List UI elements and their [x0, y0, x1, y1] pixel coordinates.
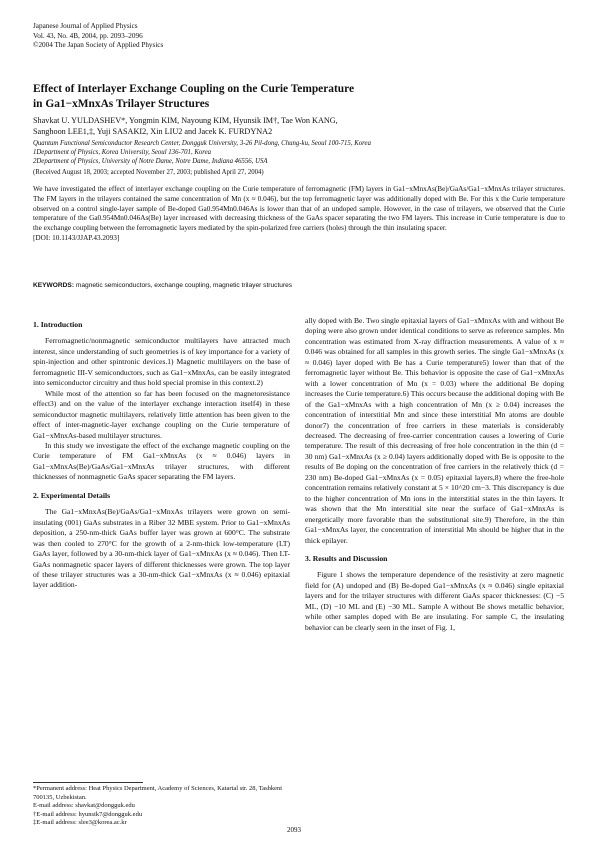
- page-number: 2093: [287, 826, 301, 834]
- author-list: [33, 115, 573, 137]
- affiliation-1: 1Department of Physics, Korea University, Seoul 136-701, Korea: [33, 149, 212, 157]
- keywords-text: magnetic semiconductors, exchange coupling, magnetic trilayer structures: [75, 282, 293, 289]
- keywords: [33, 281, 573, 290]
- journal-volume: Vol. 43, No. 4B, 2004, pp. 2093–2096: [33, 31, 143, 40]
- affiliation-2: 2Department of Physics, University of Notre Dame, Notre Dame, Indiana 46556, USA: [33, 158, 268, 166]
- journal-name: Japanese Journal of Applied Physics: [33, 22, 138, 30]
- doi-link[interactable]: [DOI: 10.1143/JJAP.43.2093]: [33, 233, 120, 242]
- paper-title: [33, 82, 573, 112]
- authors-line-1: Shavkat U. YULDASHEV*, Yongmin KIM, Nayoung KIM, Hyunsik IM†, Tae Won KANG,: [33, 116, 338, 125]
- keywords-label: KEYWORDS:: [33, 282, 75, 289]
- title-line-2: in Ga1−xMnxAs Trilayer Structures: [33, 98, 210, 110]
- abstract: [33, 185, 565, 244]
- footnote-divider: [33, 782, 143, 783]
- experimental-paragraph-2: ally doped with Be. Two single epitaxial layers of Ga1−xMnxAs with and without Be doping were also grown under identical conditions to serve as reference samples. Mn concentration was estimated from X-ray diffraction measurements. A value of x ≈ 0.046 was obtained for all samples in this growth series. The single Ga1−xMnxAs (x ≈ 0.046) layer doped with Be has a Curie temperature5) lower than that of the ferromagnetic layer without Be. This behavior is opposite the case of Ga1−xMnxAs with a lower concentration of Mn (x = 0.03) where the additional Be doping increases the Curie temperature.6) This occurs because the additional doping with Be of the Ga1−xMnxAs with a high concentration of Mn (x ≥ 0.04) increases the concentration of interstitial Mn and since these interstitial Mn atoms are double donor7) the concentration of free carriers in these materials is considerably decreased. The decreasing of free-carrier concentration causes a lowering of Curie temperature. The result of this decreasing of free hole concentration in the thin (d = 30 nm) Ga1−xMnxAs (x ≥ 0.04) layers additionally doped with Be is opposite to the results of Be doping on the concentration of free carriers in the relatively thick (d = 230 nm) Be-doped Ga1−xMnxAs (x = 0.05) epitaxial layers,8) where the free-hole concentration remains relatively constant at 5 × 10^20 cm−3. This discrepancy is due to the higher concentration of Mn ions in the interstitial states in the thin layers. It was shown that the Mn interstitial site near the surface of Ga1−xMnxAs is energetically more favorable than the substitutional site.9) Therefore, in the thin Ga1−xMnxAs layer, the concentration of interstitial Mn should be higher that in the thick epilayer.: [305, 316, 564, 545]
- intro-paragraph-3: In this study we investigate the effect of the exchange magnetic coupling on the Curie temperature of FM Ga1−xMnxAs (x ≈ 0.046) layers in Ga1−xMnxAs(Be)/GaAs/Ga1−xMnxAs trilayer structures, with different thicknesses of nonmagnetic GaAs spacer separating the FM layers.: [33, 440, 290, 482]
- received-dates: (Received August 18, 2003; accepted November 27, 2003; published April 27, 2004): [33, 169, 264, 176]
- results-paragraph-1: Figure 1 shows the temperature dependence of the resistivity at zero magnetic field for (A) undoped and (B) Be-doped Ga1−xMnxAs (x ≈ 0.046) single epitaxial layers and for the trilayer structures with different GaAs spacer thicknesses: (C) −5 ML, (D) −10 ML and (E) −30 ML. Sample A without Be shows metallic behavior, while other samples doped with Be are insulating. For sample C, the insulating behavior can be clearly seen in the inset of Fig. 1,: [305, 570, 564, 632]
- footnote-email-3: ‡E-mail address: slee3@korea.ac.kr: [33, 819, 127, 827]
- intro-paragraph-2: While most of the attention so far has been focused on the magnetoresistance effect3) and on the value of the interlayer exchange interaction itself4) in these semiconductor magnetic multilayers, relatively little attention has been given to the effect of inter-magnetic-layer exchange coupling on the Curie temperature of Ga1−xMnxAs-based multilayer structures.: [33, 388, 290, 440]
- footnote-permanent-address: *Permanent address: Heat Physics Department, Academy of Sciences, Katartal str. 28, Tashkent 700135, Uzbekistan.: [33, 785, 283, 801]
- section-heading-experimental: 2. Experimental Details: [33, 490, 111, 500]
- section-heading-results: 3. Results and Discussion: [305, 553, 388, 563]
- left-column: [33, 316, 290, 591]
- right-column: [305, 316, 564, 633]
- journal-header: [33, 22, 163, 51]
- authors-line-2: Sanghoon LEE1,‡, Yuji SASAKI2, Xin LIU2 and Jacek K. FURDYNA2: [33, 127, 273, 136]
- footnotes: [33, 785, 290, 828]
- title-line-1: Effect of Interlayer Exchange Coupling on the Curie Temperature: [33, 83, 355, 95]
- abstract-text: We have investigated the effect of interlayer exchange coupling on the Curie temperature of ferromagnetic (FM) layers in Ga1−xMnxAs(Be)/GaAs/Ga1−xMnxAs trilayer structures. The FM layers in the trilayers contained the same concentration of Mn (x ≈ 0.046), but the top ferromagnetic layer was additionally doped with Be. For this x the Curie temperature observed on a control single-layer sample of Be-doped Ga0.954Mn0.046As is lower than that of an undoped sample. However, in the case of trilayers, we observed that the Curie temperature of the Ga0.954Mn0.046As(Be) layer increased with decreasing thickness of the GaAs spacer separating the two FM layers. This increase in Curie temperature is due to the exchange coupling between the ferromagnetic layers mediated by the spin-polarized free carriers (holes) through the thin insulating spacer.: [33, 185, 565, 233]
- intro-paragraph-1: Ferromagnetic/nonmagnetic semiconductor multilayers have attracted much interest, since understanding of such geometries is of key importance for a variety of spin-injection and other spintronic devices.1) Magnetic multilayers on the base of ferromagnetic III-V semiconductors, such as Ga1−xMnxAs, can be easily integrated into semiconductor circuitry and thus hold special promise in this context.2): [33, 336, 290, 388]
- affiliation-main: Quantum Functional Semiconductor Research Center, Dongguk University, 3-26 Pil-dong, Chung-ku, Seoul 100-715, Korea: [33, 140, 371, 147]
- experimental-paragraph-1: The Ga1−xMnxAs(Be)/GaAs/Ga1−xMnxAs trilayers were grown on semi-insulating (001) GaAs substrates in a Riber 32 MBE system. Prior to Ga1−xMnxAs deposition, a 250-nm-thick GaAs buffer layer was grown at 600°C. The substrate was then cooled to 270°C for the growth of a 2-nm-thick low-temperature (LT) GaAs layer, followed by a 30-nm-thick layer of Ga1−xMnxAs (x ≈ 0.046). Then LT-GaAs nonmagnetic spacer layers of different thicknesses were grown. The top layer of these trilayer structures was a 30-nm-thick Ga1−xMnxAs (x ≈ 0.046) epitaxial layer addition-: [33, 507, 290, 590]
- affiliations: [33, 139, 573, 167]
- footnote-email-2: †E-mail address: hyunsik7@dongguk.edu: [33, 810, 143, 818]
- journal-copyright: ©2004 The Japan Society of Applied Physics: [33, 41, 164, 49]
- footnote-email-1: E-mail address: shavkat@dongguk.edu: [33, 802, 135, 810]
- section-heading-introduction: 1. Introduction: [33, 320, 83, 329]
